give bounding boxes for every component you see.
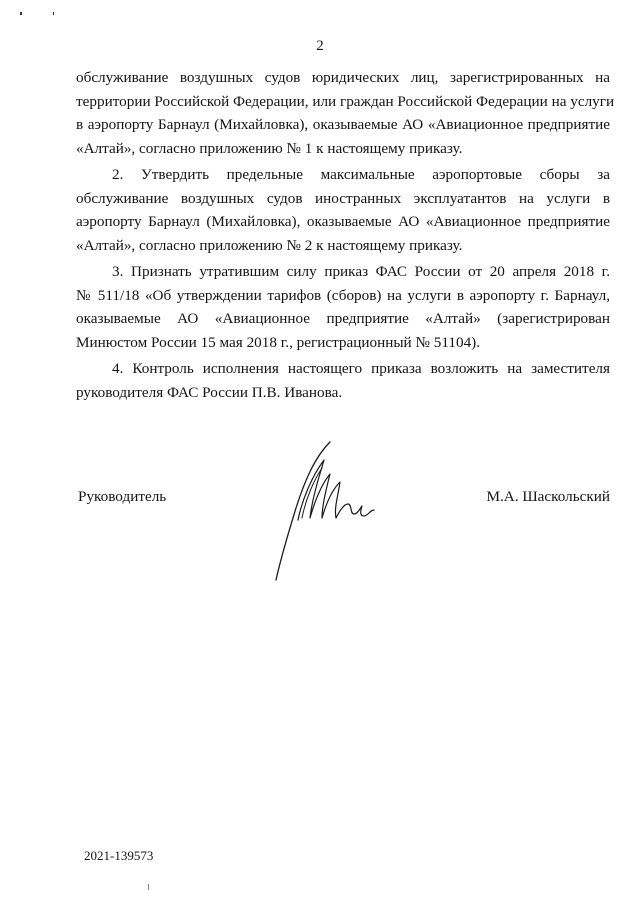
scan-speck bbox=[53, 12, 54, 15]
signatory-name: М.А. Шаскольский bbox=[486, 488, 610, 505]
paragraph-line: № 511/18 «Об утверждении тарифов (сборов) на услуги в аэропорту г. Барнаул, bbox=[76, 286, 610, 304]
signatory-title: Руководитель bbox=[78, 488, 167, 505]
paragraph-4 bbox=[76, 357, 610, 404]
page-number: 2 bbox=[316, 38, 324, 54]
paragraph-line: аэропорту Барнаул (Михайловка), оказываемые АО «Авиационное предприятие bbox=[76, 213, 610, 230]
paragraph-line: в аэропорту Барнаул (Михайловка), оказываемые АО «Авиационное предприятие bbox=[76, 116, 610, 133]
scan-speck bbox=[20, 12, 22, 15]
order-body bbox=[76, 66, 615, 407]
paragraph-line: обслуживание воздушных судов юридических лиц, зарегистрированных на bbox=[76, 69, 610, 86]
paragraph-line: 4. Контроль исполнения настоящего приказа возложить на заместителя bbox=[112, 360, 610, 377]
handwritten-signature bbox=[268, 438, 378, 588]
paragraph-1 bbox=[76, 66, 615, 160]
paragraph-3 bbox=[76, 260, 610, 354]
document-registration-number: 2021-139573 bbox=[84, 848, 154, 863]
paragraph-line: оказываемые АО «Авиационное предприятие «Алтай» (зарегистрирован bbox=[76, 310, 610, 327]
paragraph-line: Минюстом России 15 мая 2018 г., регистрационный № 51104). bbox=[76, 333, 481, 351]
paragraph-line: обслуживание воздушных судов иностранных эксплуатантов на услуги в bbox=[76, 189, 610, 207]
paragraph-line: 2. Утвердить предельные максимальные аэропортовые сборы за bbox=[112, 166, 610, 183]
scan-speck bbox=[148, 884, 149, 890]
paragraph-line: 3. Признать утратившим силу приказ ФАС России от 20 апреля 2018 г. bbox=[112, 263, 610, 280]
paragraph-line: территории Российской Федерации, или граждан Российской Федерации на услуги bbox=[76, 92, 615, 110]
paragraph-2 bbox=[76, 163, 610, 257]
paragraph-line: «Алтай», согласно приложению № 1 к настоящему приказу. bbox=[76, 139, 463, 157]
paragraph-line: руководителя ФАС России П.В. Иванова. bbox=[76, 383, 343, 401]
paragraph-line: «Алтай», согласно приложению № 2 к настоящему приказу. bbox=[76, 236, 463, 254]
